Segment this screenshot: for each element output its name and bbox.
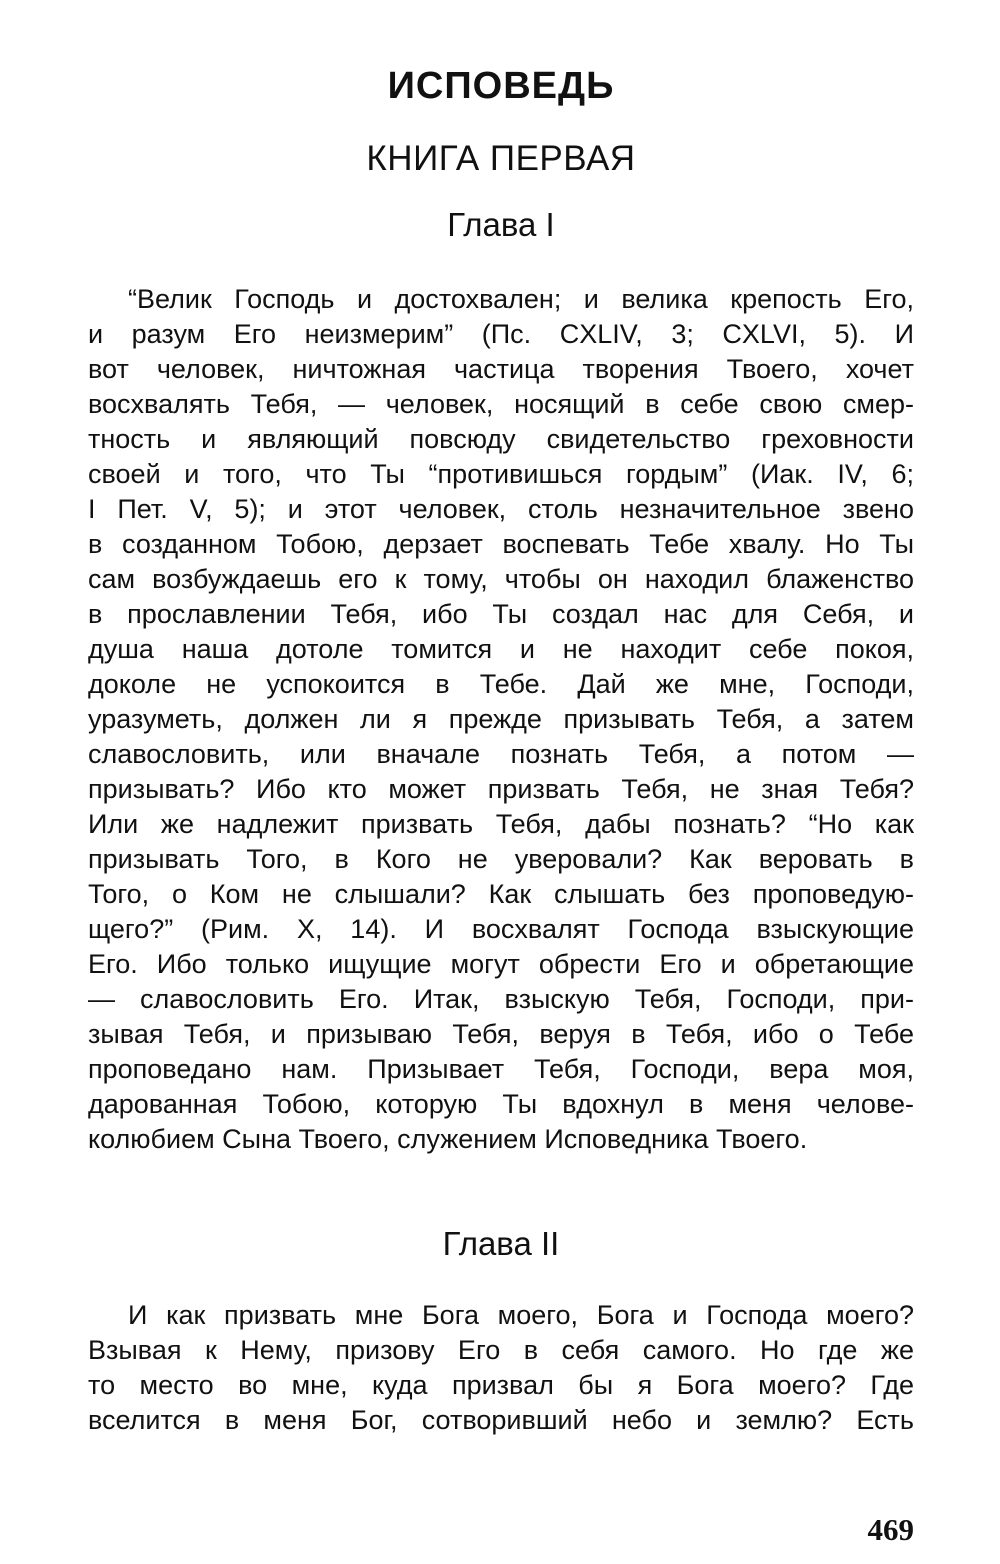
text-line: призывать Того, в Кого не уверовали? Как веровать в bbox=[88, 844, 914, 874]
text-line: в прославлении Тебя, ибо Ты создал нас для Себя, и bbox=[88, 599, 914, 629]
text-line: сам возбуждаешь его к тому, чтобы он находил блаженство bbox=[88, 564, 914, 594]
text-line: восхвалять Тебя, — человек, носящий в себе свою смер- bbox=[88, 389, 914, 419]
chapter-text bbox=[88, 1298, 914, 1438]
text-line: колюбием Сына Твоего, служением Исповедника Твоего. bbox=[88, 1124, 808, 1154]
text-line: Его. Ибо только ищущие могут обрести Его и обретающие bbox=[88, 949, 914, 979]
text-line: душа наша дотоле томится и не находит себе покоя, bbox=[88, 634, 914, 664]
text-line: I Пет. V, 5); и этот человек, столь незначительное звено bbox=[88, 494, 914, 524]
chapter-heading: Глава II bbox=[442, 1225, 560, 1262]
text-line: вселится в меня Бог, сотворивший небо и землю? Есть bbox=[88, 1405, 914, 1435]
book-title: ИСПОВЕДЬ bbox=[387, 65, 615, 107]
text-line: И как призвать мне Бога моего, Бога и Господа моего? bbox=[128, 1300, 914, 1330]
book-page bbox=[88, 0, 914, 1564]
chapter-text bbox=[88, 282, 914, 1157]
text-line: щего?” (Рим. X, 14). И восхвалят Господа взыскующие bbox=[88, 914, 914, 944]
book-subtitle: КНИГА ПЕРВАЯ bbox=[366, 139, 636, 178]
text-line: в созданном Тобою, дерзает воспевать Тебе хвалу. Но Ты bbox=[88, 529, 914, 559]
text-line: дарованная Тобою, которую Ты вдохнул в меня челове- bbox=[88, 1089, 914, 1119]
text-line: “Велик Господь и достохвален; и велика крепость Его, bbox=[128, 284, 914, 314]
page-number: 469 bbox=[867, 1512, 914, 1547]
text-line: славословить, или вначале познать Тебя, а потом — bbox=[88, 739, 914, 769]
chapter-heading: Глава I bbox=[447, 206, 555, 243]
text-line: тность и являющий повсюду свидетельство греховности bbox=[88, 424, 914, 454]
text-line: своей и того, что Ты “противишься гордым” (Иак. IV, 6; bbox=[88, 459, 914, 489]
text-line: то место во мне, куда призвал бы я Бога моего? Где bbox=[88, 1370, 914, 1400]
text-line: — славословить Его. Итак, взыскую Тебя, Господи, при- bbox=[88, 984, 914, 1014]
text-line: Того, о Ком не слышали? Как слышать без проповедую- bbox=[88, 879, 914, 909]
text-line: Взывая к Нему, призову Его в себя самого. Но где же bbox=[88, 1335, 914, 1365]
text-line: вот человек, ничтожная частица творения Твоего, хочет bbox=[88, 354, 914, 384]
text-line: проповедано нам. Призывает Тебя, Господи, вера моя, bbox=[88, 1054, 914, 1084]
text-line: призывать? Ибо кто может призвать Тебя, не зная Тебя? bbox=[88, 774, 914, 804]
text-line: уразуметь, должен ли я прежде призывать Тебя, а затем bbox=[88, 704, 914, 734]
text-line: и разум Его неизмерим” (Пс. CXLIV, 3; CXLVI, 5). И bbox=[88, 319, 914, 349]
text-line: доколе не успокоится в Тебе. Дай же мне, Господи, bbox=[88, 669, 914, 699]
text-line: Или же надлежит призвать Тебя, дабы познать? “Но как bbox=[88, 809, 914, 839]
text-line: зывая Тебя, и призываю Тебя, веруя в Тебя, ибо о Тебе bbox=[88, 1019, 914, 1049]
